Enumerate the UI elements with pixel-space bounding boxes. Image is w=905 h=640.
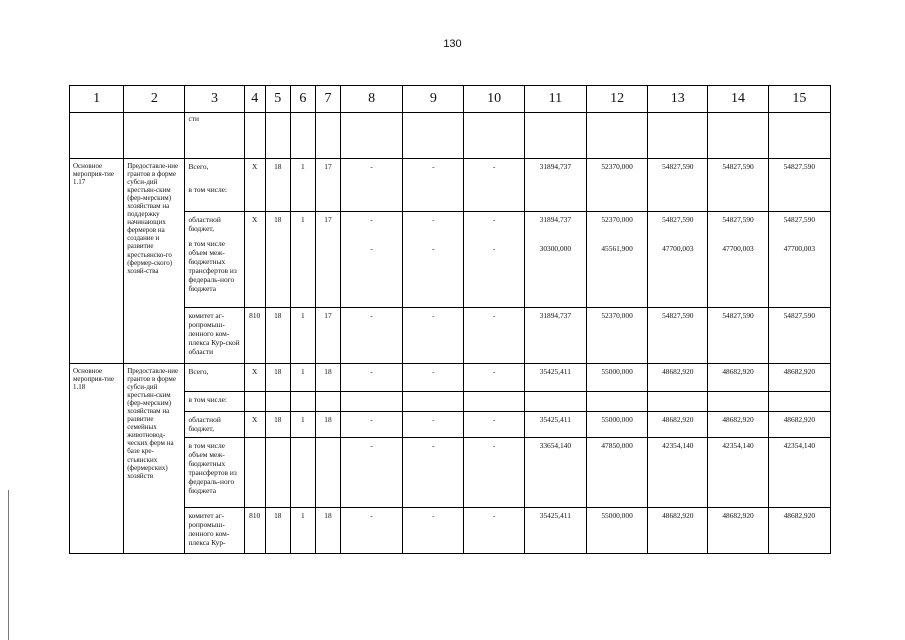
table-cell: 1	[290, 308, 315, 364]
table-cell: 54827,590	[768, 159, 830, 212]
table-cell: в том числе объем меж-бюджетных трансфертов из федераль-ного бюджета	[185, 438, 244, 508]
table-cell: -	[403, 159, 464, 212]
table-cell: 48682,920	[708, 508, 768, 554]
table-cell: 31894,737	[524, 159, 586, 212]
col-header: 3	[185, 86, 244, 113]
table-cell: 55000,000	[586, 364, 647, 392]
table-cell: -	[403, 508, 464, 554]
table-cell: 1	[290, 412, 315, 438]
col-header: 2	[124, 86, 185, 113]
table-row	[70, 364, 831, 392]
table-cell: -	[341, 412, 403, 438]
table-cell: Х	[244, 412, 265, 438]
table-cell: 17	[315, 308, 340, 364]
col-header: 5	[265, 86, 290, 113]
table-cell: -	[464, 412, 524, 438]
col-header: 8	[341, 86, 403, 113]
table-cell: -	[464, 508, 524, 554]
budget-table-container	[69, 85, 831, 554]
table-cell: 54827,590 47700,003	[708, 212, 768, 308]
table-cell: 1	[290, 364, 315, 392]
table-cell: - -	[341, 212, 403, 308]
table-cell: - -	[403, 212, 464, 308]
table-cell: 18	[265, 412, 290, 438]
table-cell: -	[464, 364, 524, 392]
table-cell: 810	[244, 508, 265, 554]
table-cell: 1	[290, 212, 315, 308]
column-number-row	[70, 86, 831, 113]
table-cell: 35425,411	[524, 508, 586, 554]
table-cell: комитет аг-ропромыш-ленного ком-плекса Кур-	[185, 508, 244, 554]
event-description: Предоставле-ние грантов в форме субси-дий крестьян-ским (фер-мерским) хозяйствам на развитие семейных животновод-ческих ферм на базе кре-стьянских (фермерских) хозяйств	[124, 364, 185, 554]
table-cell: 35425,411	[524, 412, 586, 438]
table-cell: -	[403, 308, 464, 364]
table-cell: -	[341, 308, 403, 364]
table-cell: 18	[315, 364, 340, 392]
col-header: 9	[403, 86, 464, 113]
table-cell: 47850,000	[586, 438, 647, 508]
event-description: Предоставле-ние грантов в форме субси-дий крестьян-ским (фер-мерским) хозяйствам на поддержку начинающих фермеров на создание и развитие крестьянско-го (фермер-ского) хозяй-ства	[124, 159, 185, 364]
col-header: 13	[648, 86, 708, 113]
col-header: 14	[708, 86, 768, 113]
table-cell: 54827,590	[708, 159, 768, 212]
col-header: 15	[768, 86, 830, 113]
table-cell: 31894,737	[524, 308, 586, 364]
table-cell: 52370,000 45561,900	[586, 212, 647, 308]
table-cell: 52370,000	[586, 159, 647, 212]
table-cell: 42354,140	[648, 438, 708, 508]
table-cell	[185, 159, 244, 212]
table-cell: 48682,920	[648, 412, 708, 438]
table-cell: Х	[244, 212, 265, 308]
table-cell: 18	[265, 308, 290, 364]
table-cell: Х	[244, 159, 265, 212]
table-cell: 18	[265, 159, 290, 212]
table-cell: -	[464, 308, 524, 364]
budget-table	[69, 85, 831, 554]
table-cell: - -	[464, 212, 524, 308]
table-cell: 35425,411	[524, 364, 586, 392]
table-cell: 55000,000	[586, 508, 647, 554]
table-cell: 42354,140	[708, 438, 768, 508]
table-cell: 18	[265, 212, 290, 308]
col-header: 10	[464, 86, 524, 113]
table-cell: -	[403, 438, 464, 508]
page-edge-line	[8, 490, 9, 640]
table-cell: Всего,	[185, 364, 244, 392]
col-header: 6	[290, 86, 315, 113]
table-cell: 48682,920	[708, 364, 768, 392]
table-cell: -	[464, 159, 524, 212]
table-cell: 1	[290, 508, 315, 554]
table-cell: 33654,140	[524, 438, 586, 508]
table-cell: 48682,920	[648, 508, 708, 554]
table-cell: сти	[185, 113, 244, 159]
table-cell: -	[341, 364, 403, 392]
table-cell: 1	[290, 159, 315, 212]
event-name: Основное мероприя-тие 1.17	[70, 159, 124, 364]
table-cell: Х	[244, 364, 265, 392]
cell-text: Всего,	[188, 162, 209, 171]
table-cell: 54827,590	[648, 308, 708, 364]
table-cell: -	[341, 508, 403, 554]
table-cell: 31894,737 30300,000	[524, 212, 586, 308]
table-cell: -	[341, 159, 403, 212]
table-cell: 48682,920	[648, 364, 708, 392]
table-row	[70, 159, 831, 212]
col-header: 7	[315, 86, 340, 113]
table-cell: -	[403, 412, 464, 438]
table-cell: 54827,590 47700,003	[768, 212, 830, 308]
table-row	[70, 113, 831, 159]
table-cell: 48682,920	[708, 412, 768, 438]
event-name: Основное мероприя-тие 1.18	[70, 364, 124, 554]
table-cell: 54827,590	[768, 308, 830, 364]
table-cell: 52370,000	[586, 308, 647, 364]
table-cell: в том числе:	[185, 392, 244, 412]
table-cell: 48682,920	[768, 364, 830, 392]
cell-text: областной бюджет,	[188, 215, 221, 234]
col-header: 1	[70, 86, 124, 113]
table-cell: комитет аг-ропромыш-ленного ком-плекса Кур-ской области	[185, 308, 244, 364]
table-cell: 54827,590	[708, 308, 768, 364]
page-number: 130	[443, 38, 462, 50]
table-cell: 54827,590 47700,003	[648, 212, 708, 308]
table-cell: -	[341, 438, 403, 508]
table-cell	[185, 212, 244, 308]
cell-text: в том числе:	[188, 185, 227, 195]
table-cell: -	[464, 438, 524, 508]
col-header: 12	[586, 86, 647, 113]
table-cell: -	[403, 364, 464, 392]
table-cell: 54827,590	[648, 159, 708, 212]
col-header: 11	[524, 86, 586, 113]
table-cell: 48682,920	[768, 508, 830, 554]
col-header: 4	[244, 86, 265, 113]
table-cell: областной бюджет,	[185, 412, 244, 438]
table-cell: 55000,000	[586, 412, 647, 438]
table-cell: 42354,140	[768, 438, 830, 508]
table-cell: 18	[265, 364, 290, 392]
table-cell: 17	[315, 212, 340, 308]
table-cell: 18	[315, 412, 340, 438]
table-cell: 18	[315, 508, 340, 554]
cell-text: в том числе объем меж-бюджетных трансфертов из федераль-ного бюджета	[188, 239, 237, 294]
table-cell: 17	[315, 159, 340, 212]
table-cell: 48682,920	[768, 412, 830, 438]
table-cell: 18	[265, 508, 290, 554]
table-cell: 810	[244, 308, 265, 364]
